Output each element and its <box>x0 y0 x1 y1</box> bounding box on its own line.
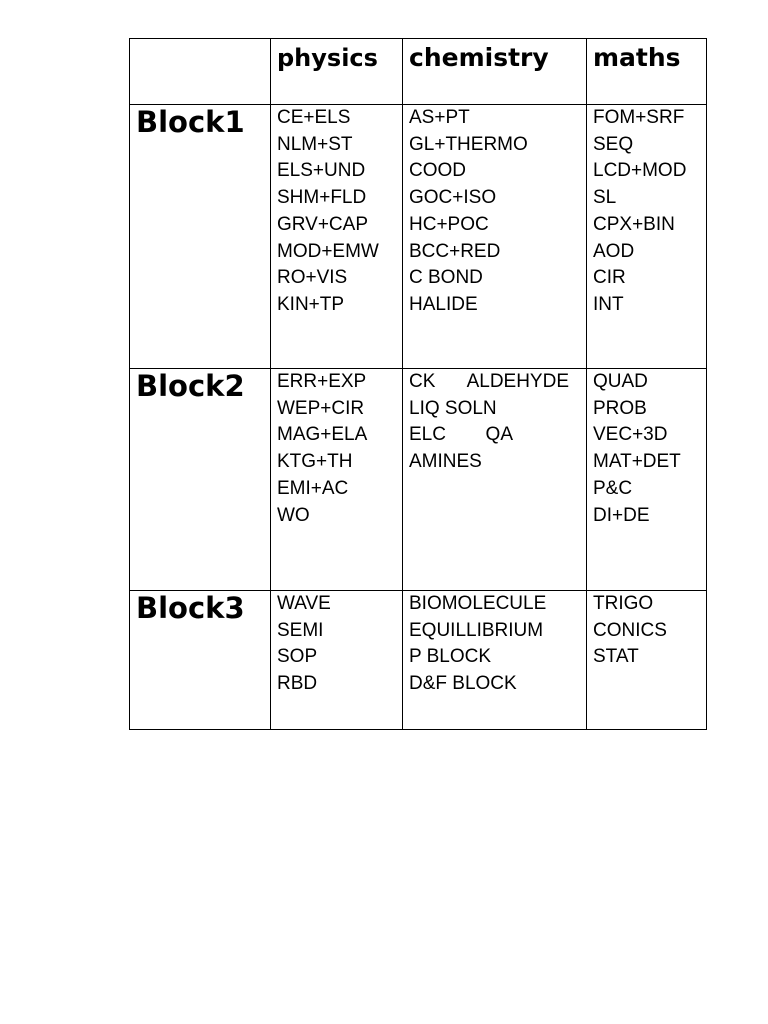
topic-item: GRV+CAP <box>277 213 368 235</box>
block2-chemistry-cell <box>403 369 587 591</box>
block1-label-cell <box>130 105 271 369</box>
topic-item: GOC+ISO <box>409 187 497 209</box>
topic-item: P&C <box>593 477 633 499</box>
topic-item: EMI+AC <box>277 477 349 499</box>
topic-part: CK <box>409 371 436 392</box>
maths-header <box>587 39 707 105</box>
topic-item: CE+ELS <box>277 107 351 128</box>
topic-item: HALIDE <box>409 293 478 315</box>
topic-item: NLM+ST <box>277 133 353 155</box>
topic-item: PROB <box>593 397 647 419</box>
topic-list <box>409 369 580 476</box>
topic-item: LCD+MOD <box>593 160 687 182</box>
topic-item: VEC+3D <box>593 424 668 446</box>
topic-item: QUAD <box>593 371 648 392</box>
topic-item: SHM+FLD <box>277 187 367 209</box>
topic-item: BCC+RED <box>409 240 501 262</box>
topic-item <box>409 369 569 396</box>
topic-item: MOD+EMW <box>277 240 379 262</box>
block3-physics-cell <box>271 591 403 730</box>
topic-item: SOP <box>277 646 318 668</box>
topic-item: INT <box>593 293 624 315</box>
chemistry-header-label: chemistry <box>409 43 549 72</box>
topic-item: AMINES <box>409 451 482 473</box>
block-label: Block3 <box>136 591 245 625</box>
maths-header-label: maths <box>593 43 681 72</box>
topic-item: RBD <box>277 673 318 695</box>
block2-physics-cell <box>271 369 403 591</box>
block1-row <box>130 105 707 369</box>
topic-item: CONICS <box>593 619 667 641</box>
topic-list <box>593 369 700 529</box>
topic-item: AOD <box>593 240 635 262</box>
block3-maths-cell <box>587 591 707 730</box>
chemistry-header <box>403 39 587 105</box>
topic-list <box>409 105 580 319</box>
topic-item: SL <box>593 187 617 209</box>
topic-item: MAG+ELA <box>277 424 368 446</box>
topic-list <box>593 591 700 671</box>
topic-item: EQUILLIBRIUM <box>409 619 544 641</box>
topic-item: D&F BLOCK <box>409 673 517 695</box>
physics-header <box>271 39 403 105</box>
block1-physics-cell <box>271 105 403 369</box>
block1-maths-cell <box>587 105 707 369</box>
topic-item: WEP+CIR <box>277 397 365 419</box>
topic-item: GL+THERMO <box>409 133 528 155</box>
topic-item: WO <box>277 504 310 526</box>
topic-item: C BOND <box>409 267 483 289</box>
topic-part: ALDEHYDE <box>466 371 569 392</box>
topic-item: BIOMOLECULE <box>409 593 547 614</box>
block-label: Block1 <box>136 105 245 139</box>
topic-item: MAT+DET <box>593 451 681 473</box>
block2-maths-cell <box>587 369 707 591</box>
block1-chemistry-cell <box>403 105 587 369</box>
syllabus-table <box>129 38 707 730</box>
topic-item: ERR+EXP <box>277 371 367 392</box>
block2-row <box>130 369 707 591</box>
topic-item: TRIGO <box>593 593 654 614</box>
topic-item: LIQ SOLN <box>409 397 497 419</box>
topic-item: RO+VIS <box>277 267 348 289</box>
topic-list <box>277 369 396 529</box>
topic-item: ELS+UND <box>277 160 366 182</box>
block2-label-cell <box>130 369 271 591</box>
topic-list <box>277 591 396 698</box>
topic-item: CPX+BIN <box>593 213 675 235</box>
topic-part: QA <box>485 424 513 446</box>
topic-list <box>277 105 396 319</box>
topic-list <box>409 591 580 698</box>
topic-item: AS+PT <box>409 107 470 128</box>
topic-item: HC+POC <box>409 213 489 235</box>
block3-label-cell <box>130 591 271 730</box>
topic-list <box>593 105 700 319</box>
topic-item: KTG+TH <box>277 451 353 473</box>
topic-item: WAVE <box>277 593 331 614</box>
header-row <box>130 39 707 105</box>
topic-item: KIN+TP <box>277 293 345 315</box>
block3-row <box>130 591 707 730</box>
topic-item: P BLOCK <box>409 646 492 668</box>
block3-chemistry-cell <box>403 591 587 730</box>
topic-item <box>409 422 513 449</box>
topic-item: STAT <box>593 646 639 668</box>
topic-item: FOM+SRF <box>593 107 685 128</box>
topic-part: ELC <box>409 424 446 446</box>
topic-item: SEQ <box>593 133 634 155</box>
block-label: Block2 <box>136 369 245 403</box>
physics-header-label: physics <box>277 44 378 72</box>
corner-cell <box>130 39 271 105</box>
topic-item: CIR <box>593 267 626 289</box>
topic-item: DI+DE <box>593 504 650 526</box>
topic-item: SEMI <box>277 619 324 641</box>
topic-item: COOD <box>409 160 466 182</box>
